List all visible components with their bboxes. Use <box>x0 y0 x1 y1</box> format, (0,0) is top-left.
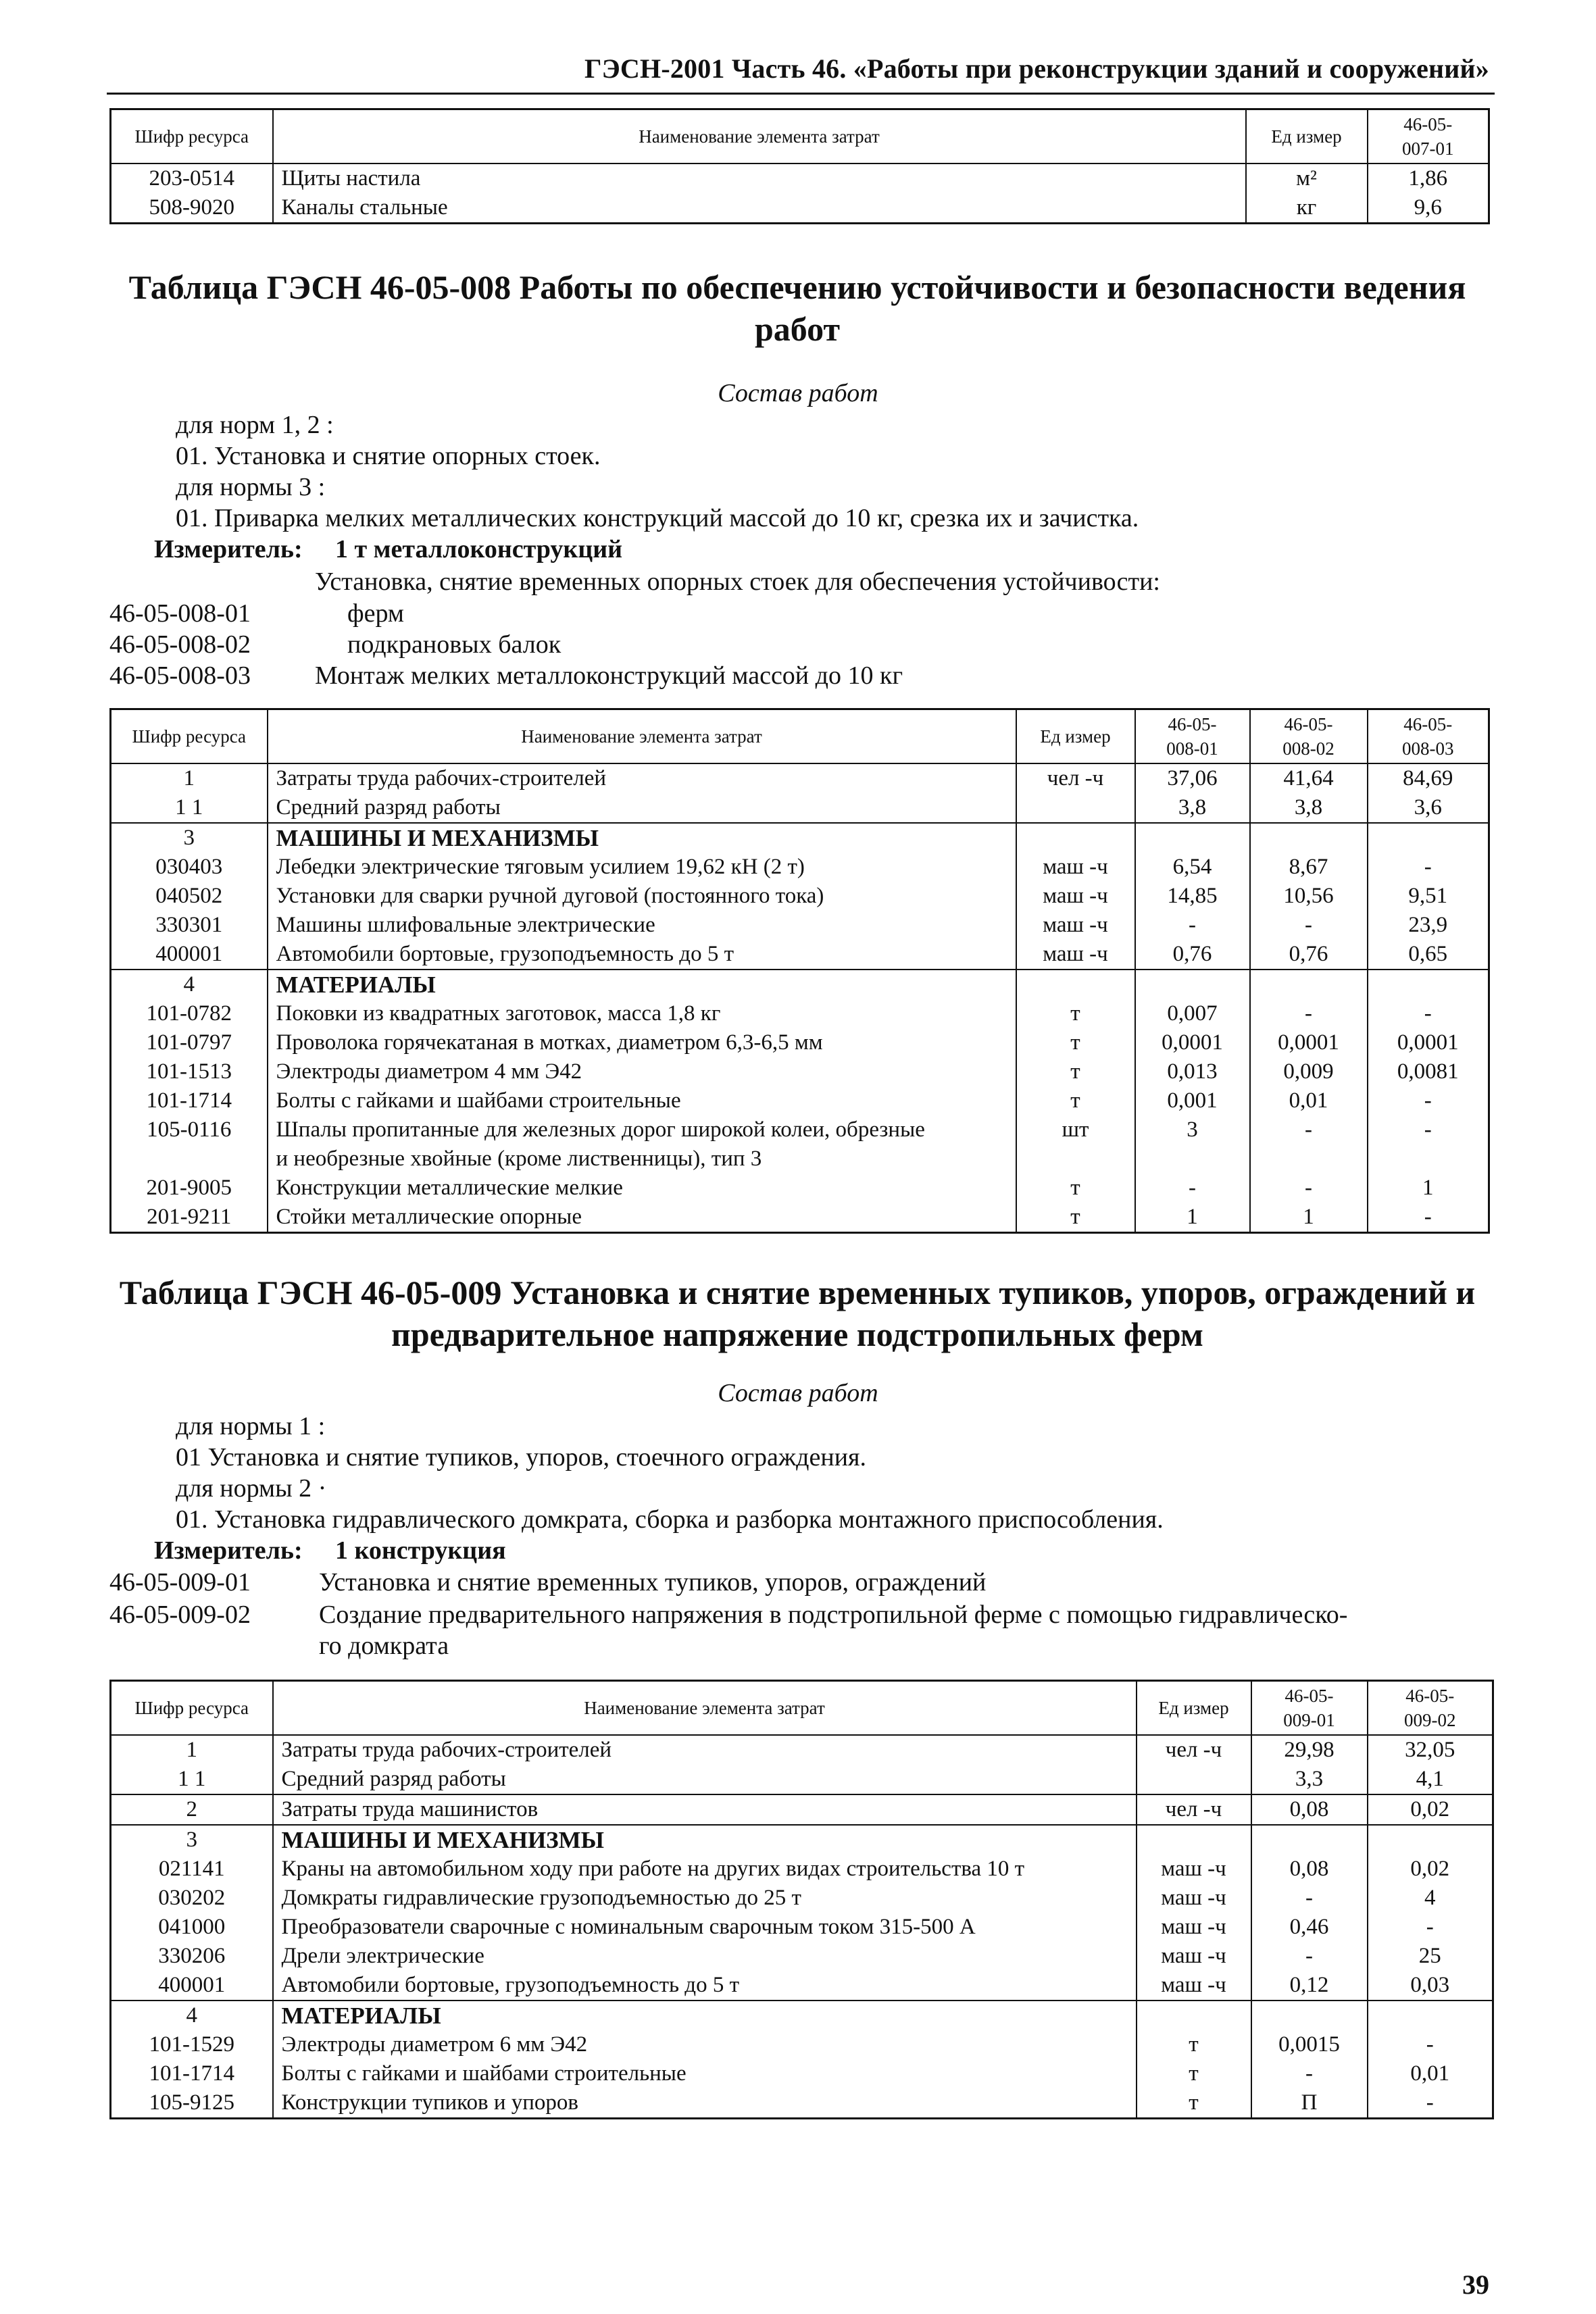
running-header: ГЭСН-2001 Часть 46. «Работы при реконструкции зданий и сооружений» <box>584 53 1489 84</box>
norm-value: 25 <box>1368 1942 1493 1971</box>
col-header-unit: Ед измер <box>1246 109 1368 164</box>
norm-value: 84,69 <box>1368 763 1489 793</box>
resource-name-line: Установки для сварки ручной дуговой (постоянного тока) <box>276 883 824 908</box>
resource-unit: т <box>1016 1203 1135 1233</box>
table008-meter-label: Измеритель: <box>154 535 303 563</box>
resource-unit: маш -ч <box>1016 882 1135 911</box>
resource-code: 201-9211 <box>111 1203 268 1233</box>
norm-code: 46-05-008-03 <box>109 661 251 690</box>
norm-value <box>1368 1825 1493 1855</box>
norm-value: 0,01 <box>1250 1086 1368 1115</box>
norm-value: 0,08 <box>1251 1794 1368 1825</box>
resource-name <box>268 1086 1016 1115</box>
table008-line-1: для норм 1, 2 : <box>176 411 334 439</box>
norm-code: 46-05-008-02 <box>109 630 251 659</box>
norm-code: 46-05-009-01 <box>109 1568 251 1596</box>
resource-code: 030403 <box>111 853 268 882</box>
norm-desc: Установка и снятие временных тупиков, упоров, ограждений <box>319 1568 987 1596</box>
table009-meter-label: Измеритель: <box>154 1536 303 1565</box>
col-header-unit: Ед измер <box>1016 709 1135 763</box>
resource-name-line: Лебедки электрические тяговым усилием 19,62 кН (2 т) <box>276 854 805 879</box>
resource-unit: маш -ч <box>1137 1971 1251 2001</box>
resource-name-line: Болты с гайками и шайбами строительные <box>276 1088 681 1113</box>
resource-name <box>268 882 1016 911</box>
norm-value: 41,64 <box>1250 763 1368 793</box>
resource-name <box>268 763 1016 793</box>
table-row <box>111 1735 1493 1765</box>
section-row <box>111 1825 1493 1855</box>
table-row <box>111 1794 1493 1825</box>
resource-unit: маш -ч <box>1016 940 1135 970</box>
norm-value: - <box>1368 2088 1493 2119</box>
resource-code: 400001 <box>111 1971 273 2001</box>
resource-unit: маш -ч <box>1016 911 1135 940</box>
norm-value: 1,86 <box>1368 164 1489 193</box>
continuation-table <box>109 108 1490 224</box>
col-header-norm: 46-05- 009-01 <box>1251 1681 1368 1735</box>
table-row <box>111 1057 1489 1086</box>
resource-unit <box>1137 2001 1251 2030</box>
resource-name-line: Средний разряд работы <box>281 1766 506 1791</box>
resource-name-line: Болты с гайками и шайбами строительные <box>281 2061 687 2086</box>
norm-value: 0,009 <box>1250 1057 1368 1086</box>
resource-name <box>268 940 1016 970</box>
resource-code: 040502 <box>111 882 268 911</box>
resource-unit: т <box>1016 1028 1135 1057</box>
table-row <box>111 164 1489 193</box>
table009-resources <box>109 1680 1494 2119</box>
table-row <box>111 2088 1493 2119</box>
table008-line-3: для нормы 3 : <box>176 473 326 501</box>
resource-name-line: Электроды диаметром 6 мм Э42 <box>281 2032 588 2057</box>
table-row <box>111 1203 1489 1233</box>
resource-code: 101-0797 <box>111 1028 268 1057</box>
table-row <box>111 1765 1493 1794</box>
table-row <box>111 1115 1489 1174</box>
norm-code: 46-05-008-01 <box>109 599 251 628</box>
table-row <box>111 763 1489 793</box>
resource-unit: чел -ч <box>1137 1735 1251 1765</box>
norm-desc: ферм <box>347 599 404 628</box>
resource-code: 330301 <box>111 911 268 940</box>
resource-code: 201-9005 <box>111 1174 268 1203</box>
norm-value <box>1135 823 1250 853</box>
table-row <box>111 1028 1489 1057</box>
table-row <box>111 911 1489 940</box>
norm-desc-continued: го домкрата <box>319 1632 449 1660</box>
norm-value: П <box>1251 2088 1368 2119</box>
norm-value <box>1368 2001 1493 2030</box>
resource-unit: т <box>1016 1057 1135 1086</box>
table009-composition-label: Состав работ <box>718 1379 878 1407</box>
norm-value: 0,0001 <box>1135 1028 1250 1057</box>
table009-title-line2: предварительное напряжение подстропильных ферм <box>391 1315 1203 1353</box>
resource-name-line: Средний разряд работы <box>276 795 501 820</box>
norm-value <box>1250 970 1368 999</box>
table-row <box>111 1884 1493 1913</box>
table009-meter-value: 1 конструкция <box>335 1536 506 1565</box>
resource-unit: кг <box>1246 193 1368 224</box>
resource-code: 2 <box>111 1794 273 1825</box>
norm-code: 46-05-009-02 <box>109 1601 251 1629</box>
resource-code: 3 <box>111 823 268 853</box>
resource-name <box>273 1825 1137 1855</box>
resource-name <box>268 853 1016 882</box>
norm-value: 3,8 <box>1250 793 1368 823</box>
norm-value: 10,56 <box>1250 882 1368 911</box>
col-header-code: Шифр ресурса <box>111 109 273 164</box>
table-row <box>111 1913 1493 1942</box>
norm-value: 32,05 <box>1368 1735 1493 1765</box>
resource-code: 101-0782 <box>111 999 268 1028</box>
norm-value: - <box>1135 1174 1250 1203</box>
norm-desc: Создание предварительного напряжения в подстропильной ферме с помощью гидравлическо- <box>319 1601 1348 1629</box>
table009-line-2: 01 Установка и снятие тупиков, упоров, стоечного ограждения. <box>176 1443 867 1472</box>
col-header-code: Шифр ресурса <box>111 709 268 763</box>
resource-unit: т <box>1016 999 1135 1028</box>
norm-value: 9,51 <box>1368 882 1489 911</box>
col-header-name: Наименование элемента затрат <box>273 1681 1137 1735</box>
norm-value: 0,0001 <box>1250 1028 1368 1057</box>
resource-code: 021141 <box>111 1855 273 1884</box>
table-row <box>111 999 1489 1028</box>
resource-code: 101-1529 <box>111 2030 273 2059</box>
resource-name <box>268 1057 1016 1086</box>
norm-value: - <box>1368 1115 1489 1174</box>
resource-unit <box>1016 970 1135 999</box>
table-row <box>111 1086 1489 1115</box>
resource-name <box>273 2059 1137 2088</box>
resource-code: 4 <box>111 2001 273 2030</box>
norm-value: 3,6 <box>1368 793 1489 823</box>
norm-value: 3,3 <box>1251 1765 1368 1794</box>
resource-unit: маш -ч <box>1137 1855 1251 1884</box>
table008-resources <box>109 708 1490 1234</box>
norm-value <box>1368 823 1489 853</box>
table009-line-1: для нормы 1 : <box>176 1412 326 1440</box>
norm-value: - <box>1368 2030 1493 2059</box>
resource-name <box>268 911 1016 940</box>
resource-unit: маш -ч <box>1137 1942 1251 1971</box>
norm-value: 0,65 <box>1368 940 1489 970</box>
norm-value: - <box>1368 1086 1489 1115</box>
table008-title-line1: Таблица ГЭСН 46-05-008 Работы по обеспечению устойчивости и безопасности ведения <box>128 268 1466 306</box>
norm-value: - <box>1251 1884 1368 1913</box>
section-row <box>111 2001 1493 2030</box>
resource-name-line: Проволока горячекатаная в мотках, диаметром 6,3-6,5 мм <box>276 1030 823 1055</box>
resource-code: 041000 <box>111 1913 273 1942</box>
resource-code: 400001 <box>111 940 268 970</box>
resource-name <box>273 1913 1137 1942</box>
resource-name-line: Поковки из квадратных заготовок, масса 1,8 кг <box>276 1001 721 1026</box>
norm-value: - <box>1250 1115 1368 1174</box>
col-header-norm: 46-05- 008-01 <box>1135 709 1250 763</box>
norm-value: - <box>1368 1203 1489 1233</box>
resource-unit: маш -ч <box>1137 1884 1251 1913</box>
resource-code: 508-9020 <box>111 193 273 224</box>
resource-name-line: Машины шлифовальные электрические <box>276 912 655 937</box>
table-row <box>111 1174 1489 1203</box>
resource-unit: шт <box>1016 1115 1135 1174</box>
col-header-norm: 46-05- 009-02 <box>1368 1681 1493 1735</box>
norm-value: 1 <box>1250 1203 1368 1233</box>
resource-code: 1 1 <box>111 793 268 823</box>
table009-line-4: 01. Установка гидравлического домкрата, сборка и разборка монтажного приспособления. <box>176 1505 1164 1534</box>
resource-name <box>268 1115 1016 1174</box>
resource-name <box>268 1174 1016 1203</box>
norm-value: - <box>1250 999 1368 1028</box>
resource-code: 105-0116 <box>111 1115 268 1174</box>
resource-code: 101-1513 <box>111 1057 268 1086</box>
norm-value: 0,12 <box>1251 1971 1368 2001</box>
resource-name-line: Домкраты гидравлические грузоподъемностью до 25 т <box>281 1885 801 1910</box>
norm-value: - <box>1135 911 1250 940</box>
resource-name <box>273 1735 1137 1765</box>
resource-unit <box>1016 823 1135 853</box>
col-header-norm: 46-05- 008-02 <box>1250 709 1368 763</box>
resource-name-line: Преобразователи сварочные с номинальным сварочным током 315-500 А <box>281 1914 976 1939</box>
norm-value: 3,8 <box>1135 793 1250 823</box>
section-row <box>111 970 1489 999</box>
header-rule <box>107 93 1495 95</box>
table-row <box>111 940 1489 970</box>
resource-name-line: Электроды диаметром 4 мм Э42 <box>276 1059 582 1084</box>
norm-desc: Монтаж мелких металлоконструкций массой до 10 кг <box>315 661 903 690</box>
norm-value: 0,013 <box>1135 1057 1250 1086</box>
resource-unit: т <box>1016 1086 1135 1115</box>
resource-name-line: Затраты труда рабочих-строителей <box>276 765 607 790</box>
resource-unit: чел -ч <box>1137 1794 1251 1825</box>
norm-value: 0,76 <box>1135 940 1250 970</box>
resource-unit <box>1137 1825 1251 1855</box>
norm-value: 0,01 <box>1368 2059 1493 2088</box>
norm-value: 14,85 <box>1135 882 1250 911</box>
norm-value: 0,02 <box>1368 1794 1493 1825</box>
resource-name-line: МАТЕРИАЛЫ <box>276 971 436 998</box>
table-row <box>111 1971 1493 2001</box>
resource-unit: маш -ч <box>1016 853 1135 882</box>
table-row <box>111 2030 1493 2059</box>
resource-code: 105-9125 <box>111 2088 273 2119</box>
resource-name <box>273 2088 1137 2119</box>
norm-value <box>1251 2001 1368 2030</box>
resource-name-line: Затраты труда рабочих-строителей <box>281 1737 612 1762</box>
resource-code: 3 <box>111 1825 273 1855</box>
resource-unit: т <box>1016 1174 1135 1203</box>
col-header-unit: Ед измер <box>1137 1681 1251 1735</box>
resource-name-line: Дрели электрические <box>281 1943 484 1968</box>
resource-name <box>273 2030 1137 2059</box>
table008-intro: Установка, снятие временных опорных стоек для обеспечения устойчивости: <box>315 568 1160 596</box>
norm-value <box>1251 1825 1368 1855</box>
norm-value: 0,0081 <box>1368 1057 1489 1086</box>
resource-code: 101-1714 <box>111 2059 273 2088</box>
col-header-name: Наименование элемента затрат <box>268 709 1016 763</box>
resource-unit <box>1137 1765 1251 1794</box>
table-row <box>111 1855 1493 1884</box>
resource-name-line: МАТЕРИАЛЫ <box>281 2002 441 2029</box>
resource-name: Каналы стальные <box>273 193 1246 224</box>
resource-name <box>268 1203 1016 1233</box>
resource-code: 4 <box>111 970 268 999</box>
norm-value: 0,0015 <box>1251 2030 1368 2059</box>
resource-name <box>268 1028 1016 1057</box>
resource-name <box>268 823 1016 853</box>
resource-name-line: и необрезные хвойные (кроме лиственницы), тип 3 <box>276 1146 762 1171</box>
resource-code: 101-1714 <box>111 1086 268 1115</box>
resource-name-line: МАШИНЫ И МЕХАНИЗМЫ <box>276 824 599 851</box>
resource-name-line: Автомобили бортовые, грузоподъемность до 5 т <box>281 1972 739 1997</box>
resource-name <box>273 1794 1137 1825</box>
resource-code: 1 <box>111 1735 273 1765</box>
table009-title-line1: Таблица ГЭСН 46-05-009 Установка и снятие временных тупиков, упоров, ограждений и <box>119 1274 1476 1311</box>
resource-code: 330206 <box>111 1942 273 1971</box>
norm-value: - <box>1368 999 1489 1028</box>
resource-unit: маш -ч <box>1137 1913 1251 1942</box>
norm-value: 6,54 <box>1135 853 1250 882</box>
table009-line-3: для нормы 2 · <box>176 1474 327 1503</box>
table008-line-2: 01. Установка и снятие опорных стоек. <box>176 442 601 470</box>
resource-name <box>273 1855 1137 1884</box>
resource-name <box>273 1884 1137 1913</box>
table008-title-line2: работ <box>754 310 841 348</box>
resource-name-line: Конструкции металлические мелкие <box>276 1175 623 1200</box>
norm-value: 29,98 <box>1251 1735 1368 1765</box>
resource-unit: чел -ч <box>1016 763 1135 793</box>
norm-value: 0,08 <box>1251 1855 1368 1884</box>
resource-code: 1 1 <box>111 1765 273 1794</box>
resource-name-line: Конструкции тупиков и упоров <box>281 2090 578 2115</box>
resource-unit: т <box>1137 2088 1251 2119</box>
resource-name-line: Автомобили бортовые, грузоподъемность до 5 т <box>276 941 734 966</box>
norm-value: 1 <box>1368 1174 1489 1203</box>
norm-value: 4 <box>1368 1884 1493 1913</box>
norm-value: 9,6 <box>1368 193 1489 224</box>
resource-code: 1 <box>111 763 268 793</box>
norm-value: - <box>1368 853 1489 882</box>
resource-name <box>268 793 1016 823</box>
col-header-norm: 46-05- 008-03 <box>1368 709 1489 763</box>
resource-unit: м² <box>1246 164 1368 193</box>
resource-name-line: Шпалы пропитанные для железных дорог широкой колеи, обрезные <box>276 1117 925 1142</box>
norm-value: 0,001 <box>1135 1086 1250 1115</box>
norm-value: 0,03 <box>1368 1971 1493 2001</box>
norm-desc: подкрановых балок <box>347 630 562 659</box>
norm-value: - <box>1368 1913 1493 1942</box>
table008-composition-label: Состав работ <box>718 379 878 407</box>
resource-name-line: Затраты труда машинистов <box>281 1796 539 1821</box>
norm-value: 0,46 <box>1251 1913 1368 1942</box>
table-row <box>111 882 1489 911</box>
resource-name: Щиты настила <box>273 164 1246 193</box>
resource-name <box>268 970 1016 999</box>
col-header-code: Шифр ресурса <box>111 1681 273 1735</box>
norm-value: - <box>1250 1174 1368 1203</box>
resource-unit: т <box>1137 2030 1251 2059</box>
norm-value: - <box>1251 1942 1368 1971</box>
resource-code: 203-0514 <box>111 164 273 193</box>
norm-value: 3 <box>1135 1115 1250 1174</box>
norm-value: 0,0001 <box>1368 1028 1489 1057</box>
table-row <box>111 853 1489 882</box>
col-header-norm: 46-05- 007-01 <box>1368 109 1489 164</box>
norm-value: 0,02 <box>1368 1855 1493 1884</box>
resource-unit <box>1016 793 1135 823</box>
table-row <box>111 793 1489 823</box>
resource-name <box>273 1971 1137 2001</box>
table-row <box>111 193 1489 224</box>
norm-value: 37,06 <box>1135 763 1250 793</box>
table-row <box>111 1942 1493 1971</box>
norm-value: - <box>1250 911 1368 940</box>
page-number: 39 <box>1462 2269 1489 2300</box>
resource-name <box>273 1765 1137 1794</box>
norm-value <box>1135 970 1250 999</box>
resource-name-line: Стойки металлические опорные <box>276 1204 582 1229</box>
table008-line-4: 01. Приварка мелких металлических конструкций массой до 10 кг, срезка их и зачистка. <box>176 504 1139 532</box>
norm-value: 1 <box>1135 1203 1250 1233</box>
resource-name <box>268 999 1016 1028</box>
norm-value: 23,9 <box>1368 911 1489 940</box>
norm-value: 8,67 <box>1250 853 1368 882</box>
resource-code: 030202 <box>111 1884 273 1913</box>
norm-value: 0,007 <box>1135 999 1250 1028</box>
resource-unit: т <box>1137 2059 1251 2088</box>
table-row <box>111 2059 1493 2088</box>
resource-name-line: МАШИНЫ И МЕХАНИЗМЫ <box>281 1826 605 1853</box>
table008-meter-value: 1 т металлоконструкций <box>335 535 623 563</box>
resource-name <box>273 2001 1137 2030</box>
norm-value: - <box>1251 2059 1368 2088</box>
resource-name <box>273 1942 1137 1971</box>
norm-value <box>1250 823 1368 853</box>
resource-name-line: Краны на автомобильном ходу при работе на других видах строительства 10 т <box>281 1856 1025 1881</box>
norm-value: 4,1 <box>1368 1765 1493 1794</box>
col-header-name: Наименование элемента затрат <box>273 109 1246 164</box>
section-row <box>111 823 1489 853</box>
norm-value <box>1368 970 1489 999</box>
norm-value: 0,76 <box>1250 940 1368 970</box>
